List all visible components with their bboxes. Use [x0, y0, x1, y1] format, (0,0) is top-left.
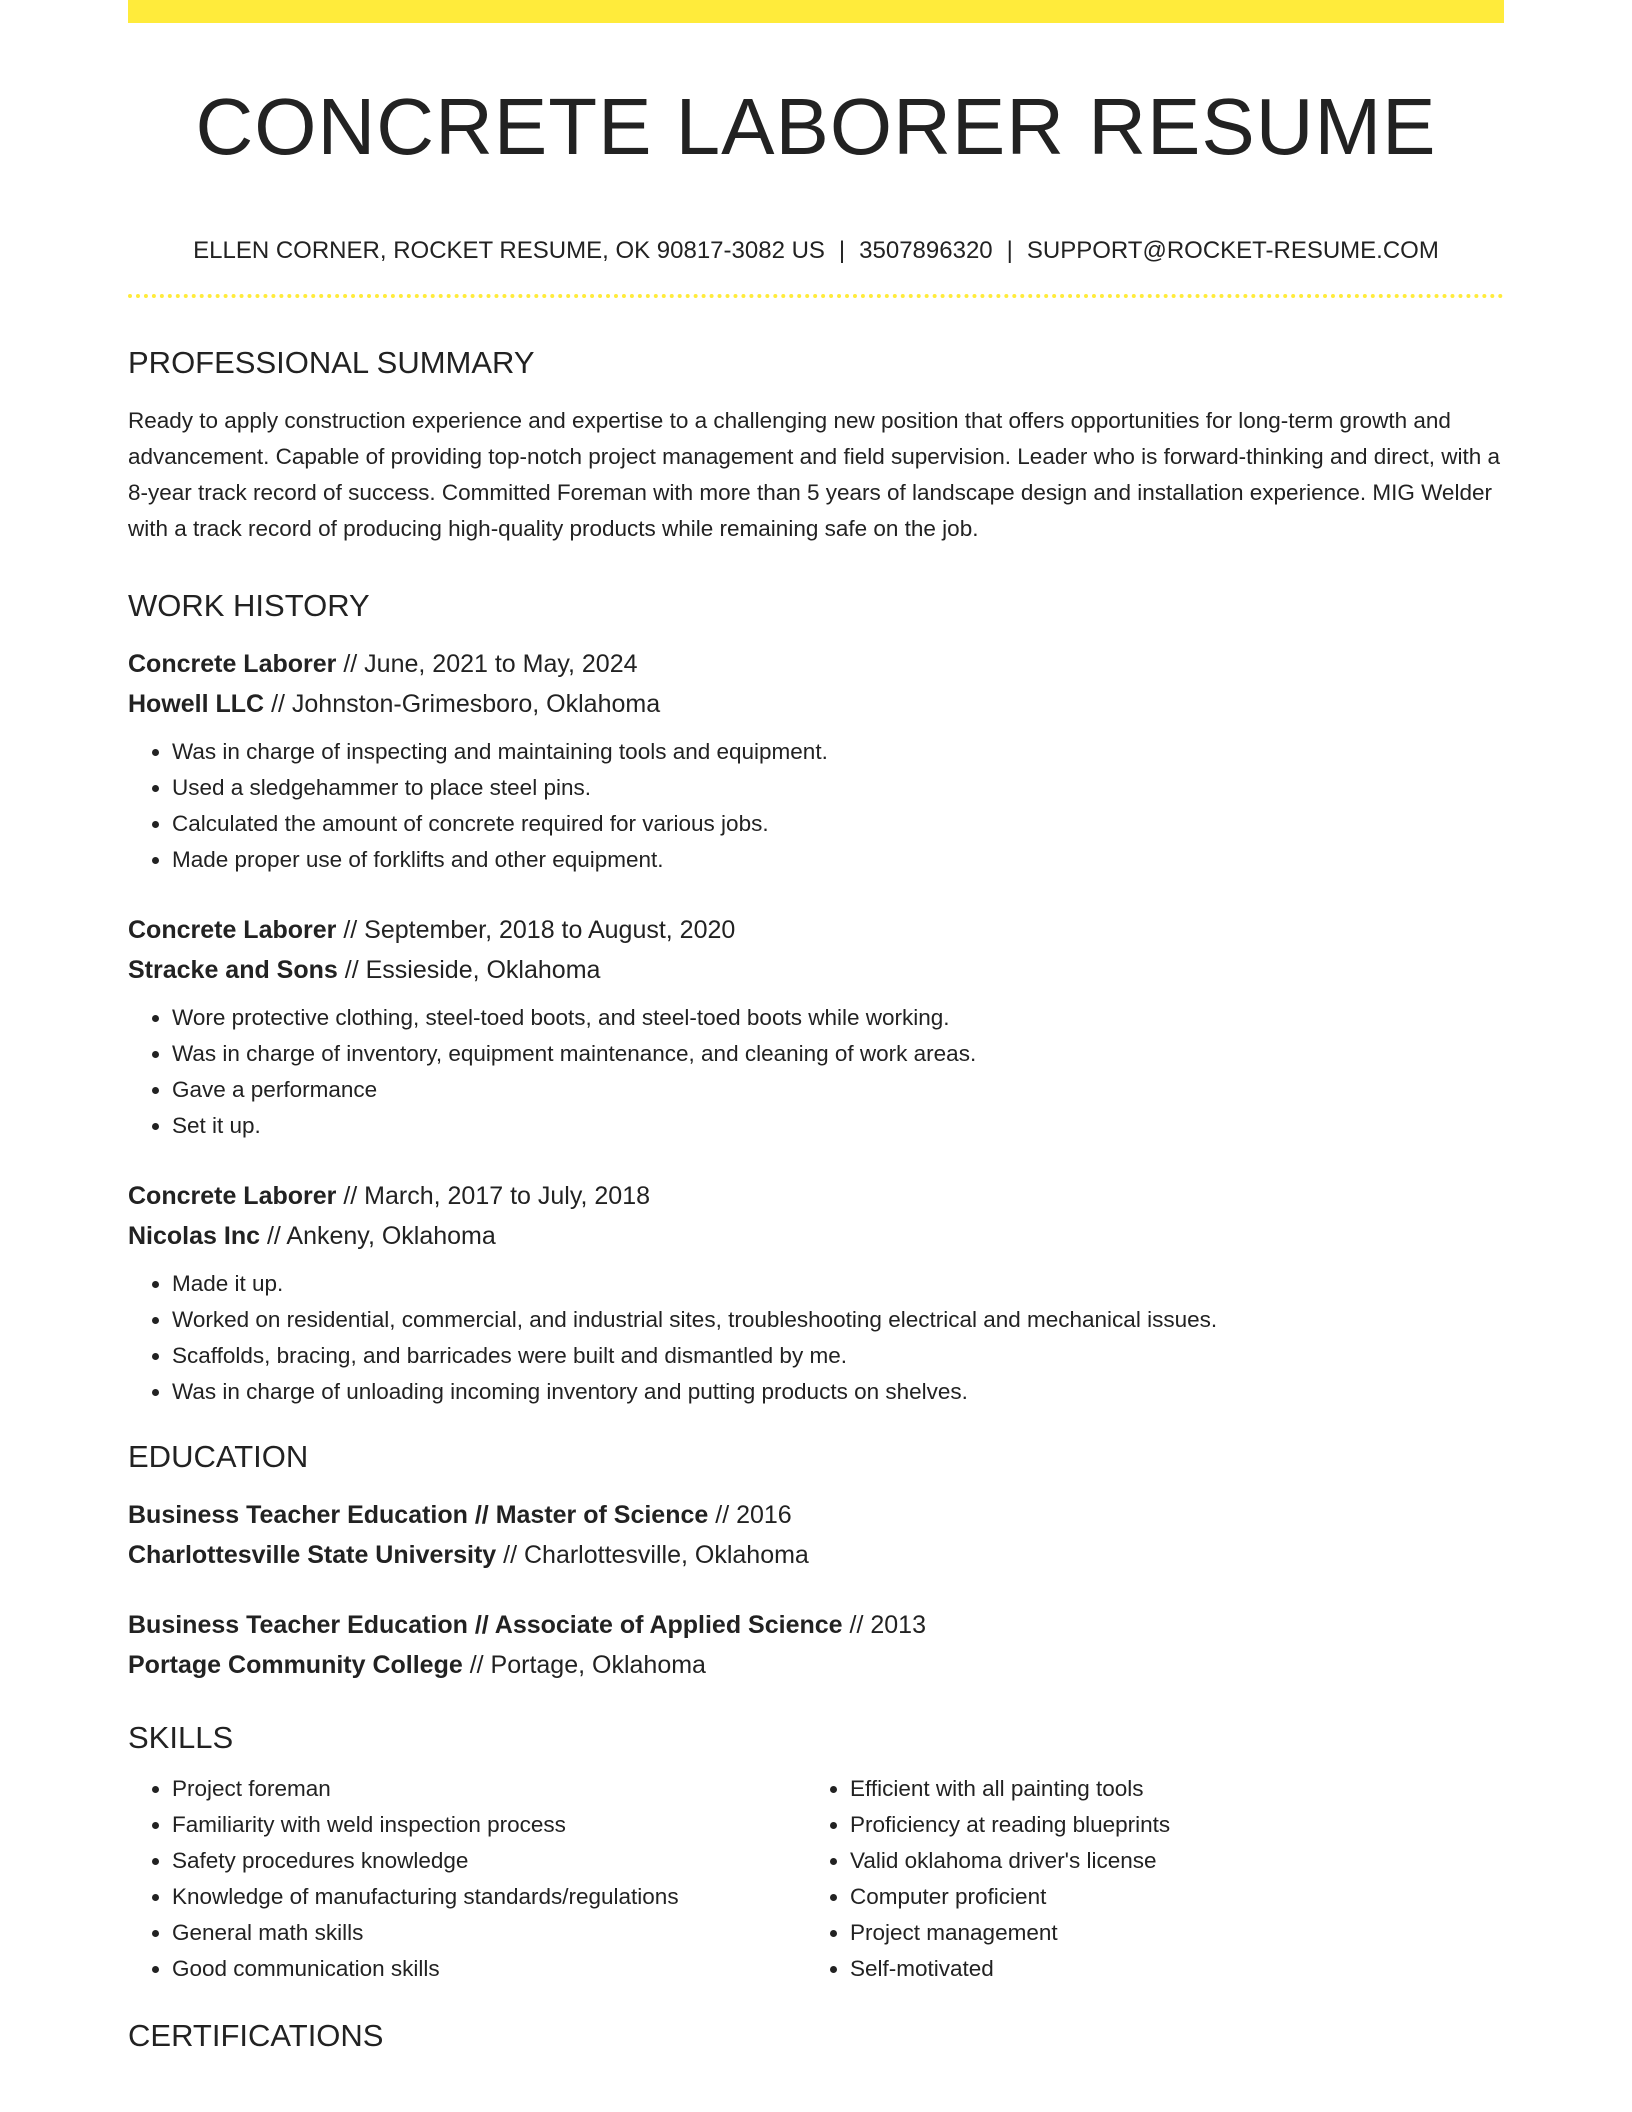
summary-text: Ready to apply construction experience and expertise to a challenging new position that offers opportunities for long-term growth and advancement. Capable of providing top-notch project management and field supervision. Leader who is forward-thinking and direct, with a 8-year track record of success. Committed Foreman with more than 5 years of landscape design and installation experience. MIG Welder with a track record of producing high-quality products while remaining safe on the job.	[128, 407, 1501, 541]
list-item: • Good communication skills	[172, 1951, 806, 1987]
degree-year: // 2013	[849, 1611, 926, 1640]
job-company-line	[128, 684, 1504, 724]
education-entry	[128, 1605, 1504, 1685]
skills-grid	[128, 1771, 1504, 1987]
list-item: • Efficient with all painting tools	[850, 1771, 1484, 1807]
job-company: Stracke and Sons	[128, 956, 338, 985]
job-title: Concrete Laborer	[128, 1182, 337, 1211]
list-item: • Project foreman	[172, 1771, 806, 1807]
resume-content	[128, 0, 1504, 2054]
job-location: // Essieside, Oklahoma	[344, 956, 601, 985]
job-duties-list	[128, 734, 1504, 878]
degree-year: // 2016	[715, 1501, 792, 1530]
list-item: • Wore protective clothing, steel-toed boots, and steel-toed boots while working.	[172, 1000, 1504, 1036]
list-item: • Knowledge of manufacturing standards/regulations	[172, 1879, 806, 1915]
education-entry	[128, 1495, 1504, 1575]
section-heading-work-history: WORK HISTORY	[128, 587, 370, 623]
list-item: • Computer proficient	[850, 1879, 1484, 1915]
job-duties-list	[128, 1266, 1504, 1410]
job-title-line	[128, 644, 1504, 684]
job-title-line	[128, 1176, 1504, 1216]
job-title: Concrete Laborer	[128, 650, 337, 679]
skills-column-left	[128, 1771, 806, 1987]
list-item: • Made proper use of forklifts and other equipment.	[172, 842, 1504, 878]
list-item: • Calculated the amount of concrete required for various jobs.	[172, 806, 1504, 842]
list-item: • Familiarity with weld inspection process	[172, 1807, 806, 1843]
degree: Business Teacher Education // Master of Science	[128, 1501, 709, 1530]
job-duties-list	[128, 1000, 1504, 1144]
contact-email: SUPPORT@ROCKET-RESUME.COM	[1026, 237, 1439, 264]
dotted-divider	[128, 294, 1504, 298]
list-item: • Proficiency at reading blueprints	[850, 1807, 1484, 1843]
page-title: CONCRETE LABORER RESUME	[195, 82, 1437, 171]
job-dates: // September, 2018 to August, 2020	[343, 916, 736, 945]
degree-line	[128, 1605, 1504, 1645]
list-item: • Project management	[850, 1915, 1484, 1951]
education-section	[128, 1438, 1504, 1685]
job-company-line	[128, 950, 1504, 990]
list-item: • General math skills	[172, 1915, 806, 1951]
job-dates: // March, 2017 to July, 2018	[343, 1182, 650, 1211]
list-item: • Self-motivated	[850, 1951, 1484, 1987]
job-entry	[128, 644, 1504, 878]
list-item: • Worked on residential, commercial, and industrial sites, troubleshooting electrical and mechanical issues.	[172, 1302, 1504, 1338]
school-line	[128, 1535, 1504, 1575]
skills-section	[128, 1719, 1504, 1986]
list-item: • Set it up.	[172, 1108, 1504, 1144]
contact-phone: 3507896320	[859, 237, 993, 264]
job-company-line	[128, 1216, 1504, 1256]
section-heading-certifications: CERTIFICATIONS	[128, 2017, 384, 2053]
section-heading-education: EDUCATION	[128, 1439, 309, 1475]
certifications-section	[128, 2017, 1504, 2054]
summary-section	[128, 344, 1504, 547]
list-item: • Used a sledgehammer to place steel pins.	[172, 770, 1504, 806]
job-title: Concrete Laborer	[128, 916, 337, 945]
list-item: • Gave a performance	[172, 1072, 1504, 1108]
job-dates: // June, 2021 to May, 2024	[343, 650, 638, 679]
school: Portage Community College	[128, 1651, 463, 1680]
school-line	[128, 1645, 1504, 1685]
contact-address: ELLEN CORNER, ROCKET RESUME, OK 90817-3082 US	[193, 237, 825, 264]
contact-separator: |	[838, 237, 846, 264]
list-item: • Was in charge of unloading incoming inventory and putting products on shelves.	[172, 1374, 1504, 1410]
accent-bar	[128, 0, 1504, 23]
list-item: • Made it up.	[172, 1266, 1504, 1302]
contact-line	[128, 237, 1504, 266]
list-item: • Scaffolds, bracing, and barricades were built and dismantled by me.	[172, 1338, 1504, 1374]
list-item: • Safety procedures knowledge	[172, 1843, 806, 1879]
skills-list	[806, 1771, 1484, 1987]
job-company: Nicolas Inc	[128, 1222, 260, 1251]
skills-column-right	[806, 1771, 1484, 1987]
skills-list	[128, 1771, 806, 1987]
job-entry	[128, 910, 1504, 1144]
list-item: • Was in charge of inventory, equipment maintenance, and cleaning of work areas.	[172, 1036, 1504, 1072]
list-item: • Valid oklahoma driver's license	[850, 1843, 1484, 1879]
school-location: // Charlottesville, Oklahoma	[503, 1541, 809, 1570]
list-item: • Was in charge of inspecting and maintaining tools and equipment.	[172, 734, 1504, 770]
job-company: Howell LLC	[128, 690, 265, 719]
job-location: // Johnston-Grimesboro, Oklahoma	[271, 690, 661, 719]
job-title-line	[128, 910, 1504, 950]
school-location: // Portage, Oklahoma	[469, 1651, 706, 1680]
job-entry	[128, 1176, 1504, 1410]
section-heading-skills: SKILLS	[128, 1720, 234, 1756]
school: Charlottesville State University	[128, 1541, 497, 1570]
degree: Business Teacher Education // Associate of Applied Science	[128, 1611, 843, 1640]
contact-separator: |	[1006, 237, 1013, 264]
work-history-section	[128, 587, 1504, 1410]
job-location: // Ankeny, Oklahoma	[266, 1222, 496, 1251]
section-heading-summary: PROFESSIONAL SUMMARY	[128, 344, 535, 380]
degree-line	[128, 1495, 1504, 1535]
